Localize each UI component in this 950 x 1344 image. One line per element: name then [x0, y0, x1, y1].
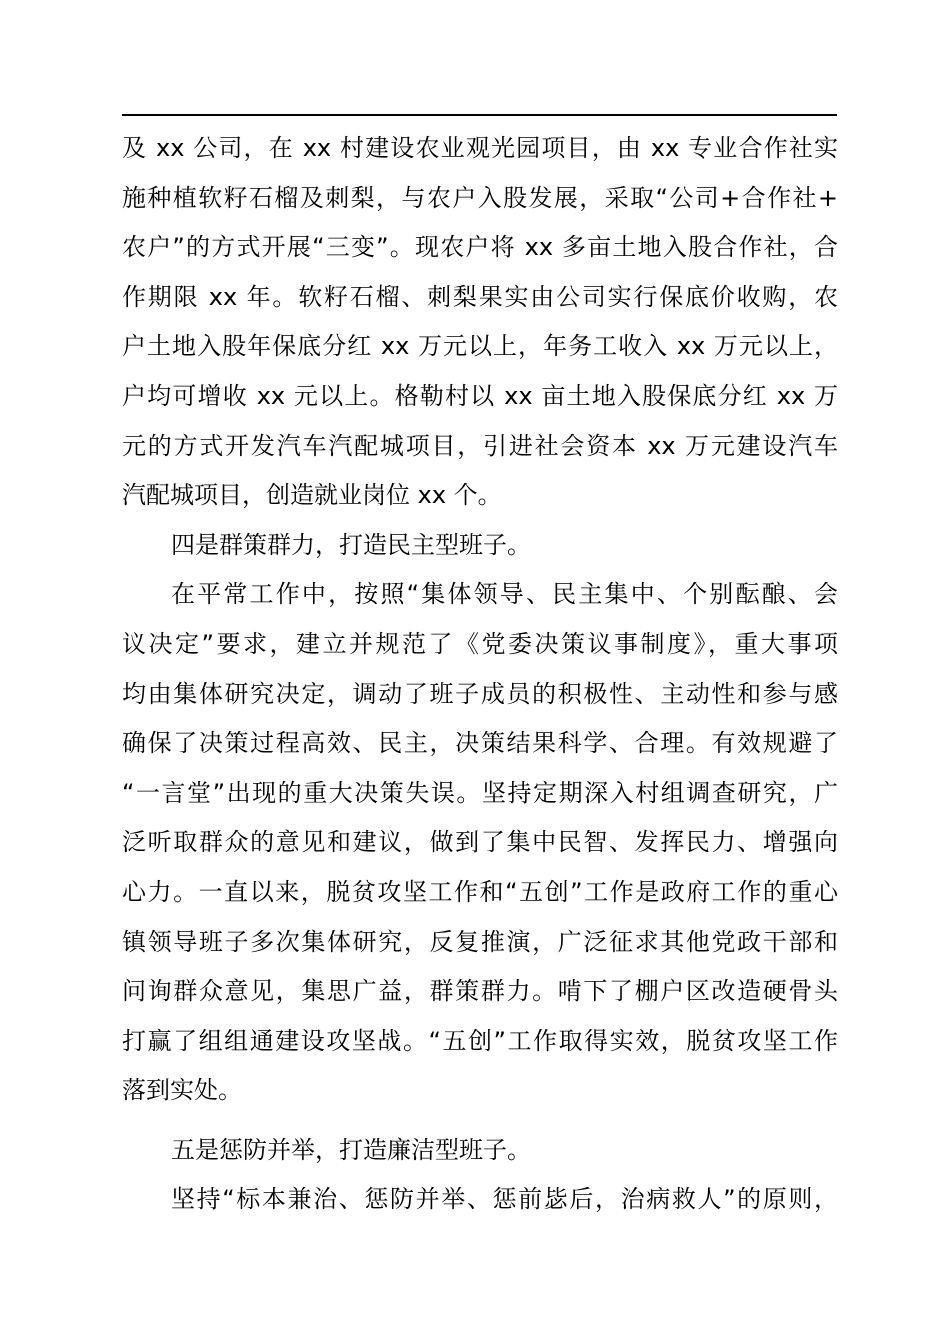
text-line: 均由集体研究决定，调动了班子成员的积极性、主动性和参与感: [122, 679, 838, 708]
text-line: 镇领导班子多次集体研究，反复推演，广泛征求其他党政干部和: [122, 927, 838, 956]
text-line: 心力。一直以来，脱贫攻坚工作和“五创”工作是政府工作的重心: [122, 877, 838, 906]
body-text: [122, 124, 838, 1225]
text-line: 打赢了组组通建设攻坚战。“五创”工作取得实效，脱贫攻坚工作: [122, 1026, 838, 1055]
text-line: 施种植软籽石榴及刺梨，与农户入股发展，采取“公司+合作社+: [122, 183, 838, 212]
text-line: 确保了决策过程高效、民主，决策结果科学、合理。有效规避了: [122, 729, 838, 758]
paragraph-first-line: 在平常工作中，按照“集体领导、民主集中、个别酝酿、会: [171, 580, 838, 609]
text-line: 落到实处。: [122, 1076, 242, 1105]
text-line: “一言堂”出现的重大决策失误。坚持定期深入村组调查研究，广: [122, 778, 838, 807]
text-line: 户土地入股年保底分红 xx 万元以上，年务工收入 xx 万元以上，: [122, 332, 838, 361]
text-line: 泛听取群众的意见和建议，做到了集中民智、发挥民力、增强向: [122, 828, 838, 857]
paragraph-first-line: 五是惩防并举，打造廉洁型班子。: [171, 1135, 531, 1164]
text-line: 户均可增收 xx 元以上。格勒村以 xx 亩土地入股保底分红 xx 万: [122, 381, 838, 410]
text-line: 汽配城项目，创造就业岗位 xx 个。: [122, 481, 502, 510]
text-line: 元的方式开发汽车汽配城项目，引进社会资本 xx 万元建设汽车: [122, 431, 838, 460]
header-rule: [122, 114, 837, 116]
text-line: 及 xx 公司，在 xx 村建设农业观光园项目，由 xx 专业合作社实: [122, 134, 838, 162]
paragraph-first-line: 坚持“标本兼治、惩防并举、惩前毖后，治病救人”的原则，: [171, 1185, 838, 1214]
paragraph-first-line: 四是群策群力，打造民主型班子。: [171, 530, 531, 559]
text-line: 作期限 xx 年。软籽石榴、刺梨果实由公司实行保底价收购，农: [122, 282, 838, 311]
text-line: 农户”的方式开展“三变”。现农户将 xx 多亩土地入股合作社，合: [122, 233, 838, 262]
text-line: 议决定”要求，建立并规范了《党委决策议事制度》，重大事项: [122, 629, 838, 658]
text-line: 问询群众意见，集思广益，群策群力。啃下了棚户区改造硬骨头: [122, 977, 838, 1006]
